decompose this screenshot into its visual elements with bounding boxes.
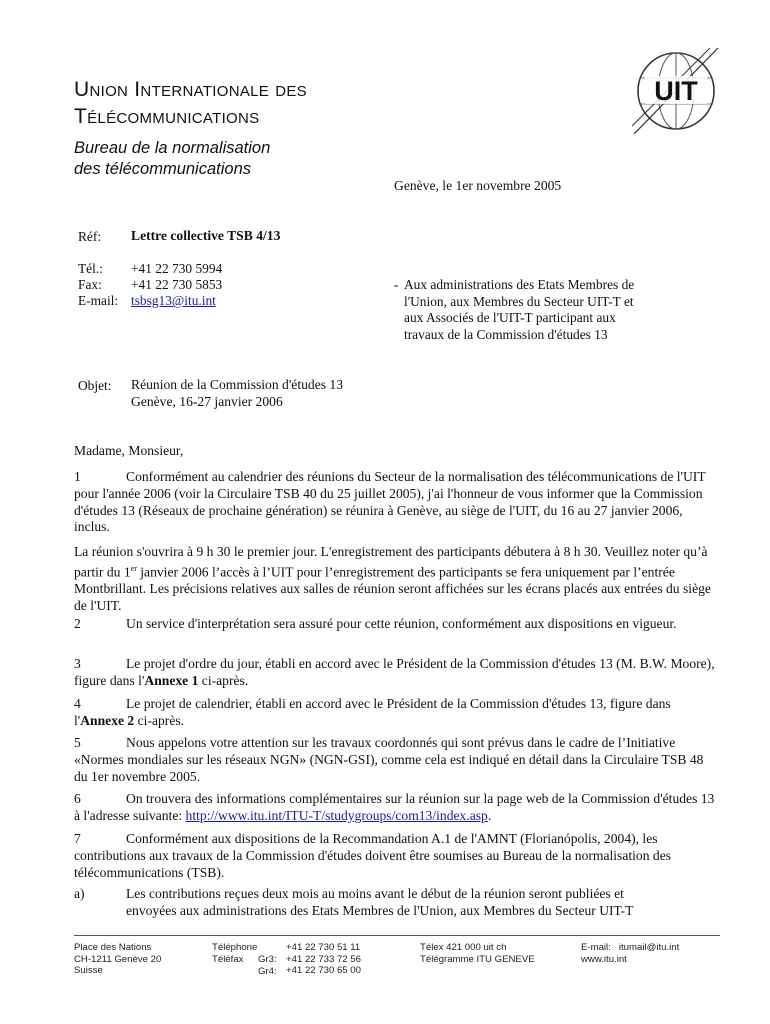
uit-logo-text: UIT — [654, 76, 698, 106]
uit-logo — [632, 48, 720, 134]
recipient-line: Aux administrations des Etats Membres de — [404, 277, 635, 292]
paragraph-text: Conformément au calendrier des réunions du Secteur de la normalisation des télécommunications de l'UIT pour l'année 2006 (voir la Circulaire TSB 40 du 25 juillet 2005), j'ai l'honneur de vous informer que la Commission d'études 13 (Réseaux de prochaine génération) se réunira à Genève, au siège de l'UIT, du 16 au 27 janvier 2006, inclus. — [74, 469, 706, 535]
paragraph-1 — [74, 469, 720, 536]
paragraph-text: Nous appelons votre attention sur les travaux coordonnés qui sont prévus dans le cadre de l’Initiative «Normes mondiales sur les réseaux NGN» (NGN-GSI), comme cela est indiqué en détail dans la Circulaire TSB 48 du 1er novembre 2005. — [74, 735, 704, 784]
footer-address-line: Place des Nations — [74, 942, 152, 953]
list-item-line: envoyées aux administrations des Etats Membres de l'Union, aux Membres du Secteur UIT-T — [126, 902, 634, 918]
recipient-dash: - — [394, 277, 399, 292]
paragraph-text: Un service d'interprétation sera assuré pour cette réunion, conformément aux dispositions en vigueur. — [126, 616, 677, 631]
paragraph-number: 5 — [74, 735, 81, 750]
footer-address — [74, 942, 161, 977]
paragraph-number: 4 — [74, 696, 81, 711]
salutation: Madame, Monsieur, — [74, 443, 184, 458]
footer-tel-value: +41 22 730 51 11 — [286, 942, 361, 953]
annex-1-ref: Annexe 1 — [144, 672, 199, 688]
paragraph-7 — [74, 831, 720, 881]
paragraph-text: La réunion s'ouvrira à 9 h 30 le premier jour. L'enregistrement des participants débutera à 8 h 30. Veuillez noter qu’à partir du 1 — [74, 544, 708, 580]
tel-value: +41 22 730 5994 — [131, 261, 223, 276]
list-item-a — [126, 886, 726, 920]
footer-contact — [581, 942, 679, 965]
footer-gr4-label: Gr4: — [258, 965, 277, 977]
footer-telex — [420, 942, 535, 965]
paragraph-number: 3 — [74, 656, 81, 671]
footer-telegram-line: Télégramme ITU GENEVE — [420, 953, 535, 965]
recipient-line: travaux de la Commission d'études 13 — [404, 326, 608, 342]
paragraph-number: 1 — [74, 469, 81, 484]
paragraph-text: ci-après. — [198, 672, 249, 688]
footer-email-label: E-mail: — [581, 942, 611, 953]
footer-gr3-label: Gr3: — [258, 954, 277, 965]
paragraph-text: On trouvera des informations complémentaires sur la réunion sur la page web de la Commission d'études 13 à l'adresse suivante: — [74, 791, 715, 823]
email-link[interactable]: tsbsg13@itu.int — [131, 293, 216, 308]
paragraph-number: 6 — [74, 791, 81, 806]
fax-value: +41 22 730 5853 — [131, 277, 223, 292]
recipient-line: l'Union, aux Membres du Secteur UIT-T et — [404, 293, 634, 309]
footer-tel-label: Téléphone — [212, 942, 258, 953]
subject-label: Objet: — [78, 378, 112, 393]
list-item-line: Les contributions reçues deux mois au moins avant le début de la réunion seront publiées et — [126, 886, 624, 901]
footer-address-line: CH-1211 Genève 20 — [74, 953, 162, 965]
footer-fax-label: Téléfax — [212, 953, 244, 965]
paragraph-5 — [74, 735, 720, 785]
footer-address-line: Suisse — [74, 965, 103, 976]
subject-block — [131, 377, 343, 411]
paragraph-3 — [74, 656, 720, 690]
paragraph-number: 7 — [74, 831, 81, 846]
bureau-name — [74, 138, 270, 180]
footer-phone-labels — [212, 942, 257, 965]
paragraph-text: Le projet de calendrier, établi en accord avec le Président de la Commission d'études 13, figure dans l' — [74, 696, 671, 728]
paragraph-text: Le projet d'ordre du jour, établi en accord avec le Président de la Commission d'études 13 (M. B.W. Moore), figure dans l' — [74, 656, 715, 688]
annex-2-ref: Annexe 2 — [80, 712, 135, 728]
paragraph-end: . — [487, 807, 492, 823]
paragraph-number: 2 — [74, 616, 81, 631]
subject-line1: Réunion de la Commission d'études 13 — [131, 377, 344, 392]
paragraph-text: ci-après. — [134, 712, 185, 728]
footer-divider — [74, 935, 720, 936]
tel-label: Tél.: — [78, 261, 103, 276]
footer-gr4-value: +41 22 730 65 00 — [286, 965, 361, 976]
footer-web: www.itu.int — [581, 953, 627, 965]
superscript: er — [130, 563, 137, 573]
organization-name-line1: Union Internationale des — [74, 78, 307, 101]
ref-value: Lettre collective TSB 4/13 — [131, 228, 281, 243]
paragraph-text: janvier 2006 l’accès à l’UIT pour l’enregistrement des participants se fera uniquement par l’entrée Montbrillant. Les précisions relatives aux salles de réunion seront affichées sur les écrans placés aux entrées du siège de l'UIT. — [74, 564, 711, 613]
ref-label: Réf: — [78, 229, 102, 244]
fax-label: Fax: — [78, 277, 102, 292]
paragraph-1b — [74, 544, 720, 615]
paragraph-text: Conformément aux dispositions de la Recommandation A.1 de l'AMNT (Florianópolis, 2004), les contributions aux travaux de la Commission d'études doivent être soumises au Bureau de la normalisation des télécommunications (TSB). — [74, 831, 672, 880]
paragraph-2 — [74, 616, 720, 633]
list-item-label: a) — [74, 886, 85, 901]
footer-phone-values — [286, 942, 361, 977]
footer-telex-line: Télex 421 000 uit ch — [420, 942, 507, 953]
organization-name-line2: Télécommunications — [74, 105, 260, 128]
recipient-block — [404, 277, 704, 343]
footer-email-value: itumail@itu.int — [618, 942, 680, 953]
bureau-name-line1: Bureau de la normalisation — [74, 139, 271, 157]
footer-gr3-value: +41 22 733 72 56 — [286, 953, 361, 965]
organization-name — [74, 76, 307, 130]
paragraph-4 — [74, 696, 720, 730]
bureau-name-line2: des télécommunications — [74, 160, 252, 178]
paragraph-6 — [74, 791, 720, 825]
subject-line2: Genève, 16-27 janvier 2006 — [131, 393, 283, 409]
date-line: Genève, le 1er novembre 2005 — [394, 178, 562, 193]
recipient-line: aux Associés de l'UIT-T participant aux — [404, 310, 616, 325]
email-label: E-mail: — [78, 293, 119, 308]
study-group-link[interactable]: http://www.itu.int/ITU-T/studygroups/com13/index.asp — [185, 807, 488, 823]
footer-gr-labels — [258, 954, 277, 977]
footer-email-row — [581, 942, 679, 954]
